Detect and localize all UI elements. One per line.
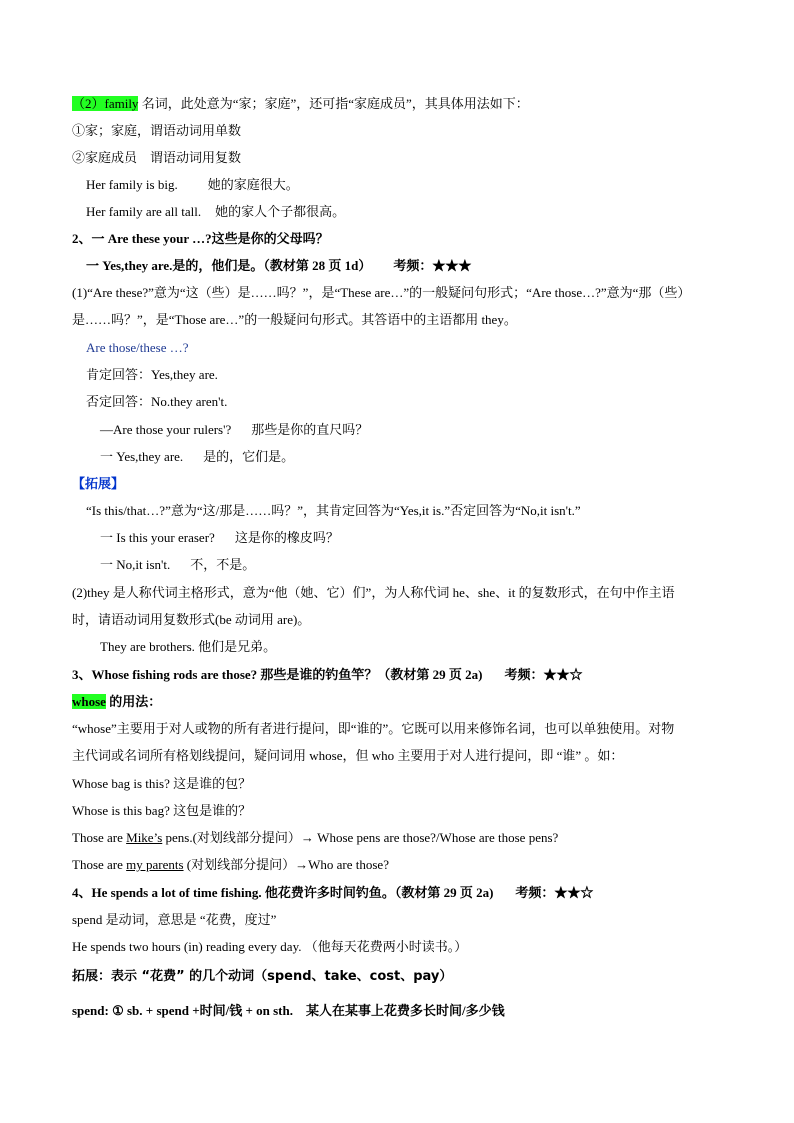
spend-pattern-1: spend: ① sb. + spend +时间/钱 + on sth. 某人在某事上花费多长时间/多少钱: [72, 1003, 505, 1018]
example-my-parents: Those are my parents (对划线部分提问）→Who are those?: [72, 857, 389, 872]
para-whose-2: 主代词或名词所有格划线提问，疑问词用 whose，但 who 主要用于对人进行提问，即 “谁” 。如：: [72, 748, 624, 763]
para-spend-def: spend 是动词，意思是 “花费，度过”: [72, 912, 277, 927]
para-are-these-2: 是……吗？”，是“Those are…”的一般疑问句形式。其答语中的主语都用 they。: [72, 312, 517, 327]
para-they-1: (2)they 是人称代词主格形式，意为“他（她、它）们”，为人称代词 he、she、it 的复数形式，在句中作主语: [72, 585, 675, 600]
para-they-2: 时，请语动词用复数形式(be 动词用 are)。: [72, 612, 311, 627]
pattern-are-those: Are those/these …?: [86, 340, 189, 355]
positive-answer: 肯定回答：Yes,they are.: [86, 367, 218, 382]
example-rulers-q: —Are those your rulers'? 那些是你的直尺吗？: [100, 422, 369, 437]
highlight-family: （2）family: [72, 96, 139, 111]
para-is-this: “Is this/that…?”意为“这/那是……吗？”，其肯定回答为“Yes,it is.”否定回答为“No,it isn't.”: [86, 503, 581, 518]
example-whose-is: Whose is this bag? 这包是谁的？: [72, 803, 252, 818]
example-spend-hours: He spends two hours (in) reading every day. （他每天花费两小时读书。）: [72, 939, 468, 954]
example-family-tall: Her family are all tall. 她的家人个子都很高。: [86, 204, 346, 219]
line-family-usage-2: ②家庭成员 谓语动词用复数: [72, 150, 242, 165]
line-family-usage-1: ①家；家庭，谓语动词用单数: [72, 123, 242, 138]
extension-spend-verbs: 拓展：表示 “花费” 的几个动词（spend、take、cost、pay）: [72, 969, 453, 984]
negative-answer: 否定回答：No.they aren't.: [86, 394, 228, 409]
para-whose-1: “whose”主要用于对人或物的所有者进行提问，即“谁的”。它既可以用来修饰名词，也可以单独使用。对物: [72, 721, 675, 736]
highlight-whose: whose: [72, 694, 106, 709]
para-are-these-1: (1)“Are these?”意为“这（些）是……吗？”，是“These are…”的一般疑问句形式；“Are those…?”意为“那（些）: [72, 285, 691, 300]
example-eraser-a: 一 No,it isn't. 不，不是。: [100, 557, 256, 572]
example-family-big: Her family is big. 她的家庭很大。: [86, 177, 299, 192]
example-mikes-pens: Those are Mike’s pens.(对划线部分提问）→ Whose pens are those?/Whose are those pens?: [72, 830, 559, 845]
section-2-heading: 2、一 Are these your …?这些是你的父母吗？: [72, 231, 329, 246]
example-rulers-a: 一 Yes,they are. 是的，它们是。: [100, 449, 295, 464]
line-family-def: （2）family 名词，此处意为“家；家庭”，还可指“家庭成员”，其具体用法如下：: [72, 96, 529, 111]
example-brothers: They are brothers. 他们是兄弟。: [100, 639, 277, 654]
example-whose-bag: Whose bag is this? 这是谁的包？: [72, 776, 252, 791]
example-eraser-q: 一 Is this your eraser? 这是你的橡皮吗？: [100, 530, 339, 545]
section-3-heading: 3、Whose fishing rods are those? 那些是谁的钓鱼竿？（教材第 29 页 2a) 考频：★★☆: [72, 667, 583, 682]
section-4-heading: 4、He spends a lot of time fishing. 他花费许多时间钓鱼。（教材第 29 页 2a) 考频：★★☆: [72, 885, 594, 900]
whose-usage-label: whose 的用法：: [72, 694, 162, 709]
section-2-answer: 一 Yes,they are.是的，他们是。（教材第 28 页 1d） 考频：★★★: [86, 258, 472, 273]
extension-label: 【拓展】: [72, 476, 125, 491]
